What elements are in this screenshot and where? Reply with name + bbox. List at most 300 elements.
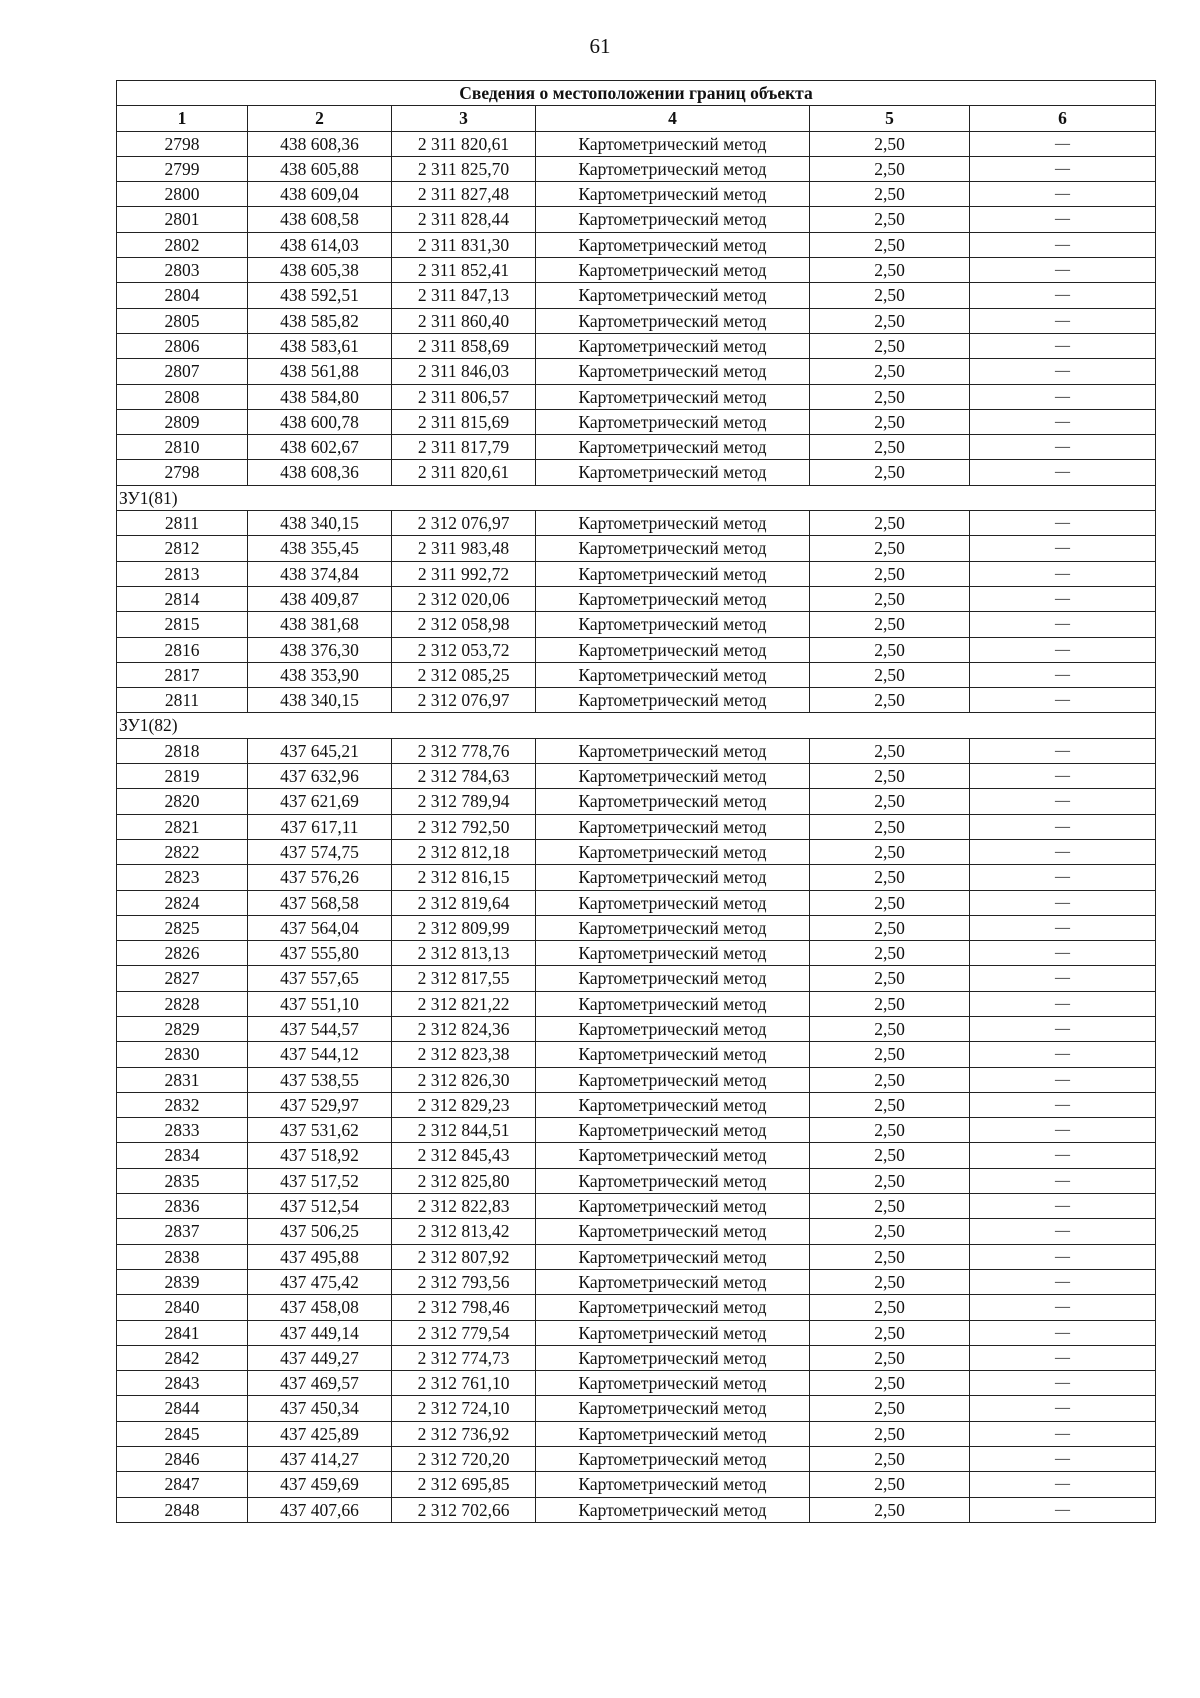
method-cell: Картометрический метод	[536, 1371, 810, 1396]
accuracy-cell: 2,50	[810, 1447, 970, 1472]
accuracy-cell: 2,50	[810, 1371, 970, 1396]
description-cell: —	[970, 789, 1156, 814]
accuracy-cell: 2,50	[810, 435, 970, 460]
method-cell: Картометрический метод	[536, 1472, 810, 1497]
table-row	[117, 232, 1156, 257]
description-cell: —	[970, 662, 1156, 687]
method-cell: Картометрический метод	[536, 536, 810, 561]
point-number-cell: 2815	[117, 612, 248, 637]
description-cell: —	[970, 435, 1156, 460]
method-cell: Картометрический метод	[536, 308, 810, 333]
table-row	[117, 586, 1156, 611]
y-coordinate-cell: 2 312 720,20	[392, 1447, 536, 1472]
y-coordinate-cell: 2 312 816,15	[392, 865, 536, 890]
point-number-cell: 2816	[117, 637, 248, 662]
accuracy-cell: 2,50	[810, 915, 970, 940]
x-coordinate-cell: 438 585,82	[248, 308, 392, 333]
method-cell: Картометрический метод	[536, 561, 810, 586]
accuracy-cell: 2,50	[810, 966, 970, 991]
accuracy-cell: 2,50	[810, 1219, 970, 1244]
table-row	[117, 688, 1156, 713]
method-cell: Картометрический метод	[536, 688, 810, 713]
method-cell: Картометрический метод	[536, 283, 810, 308]
point-number-cell: 2828	[117, 991, 248, 1016]
method-cell: Картометрический метод	[536, 1042, 810, 1067]
description-cell: —	[970, 1219, 1156, 1244]
table-row	[117, 1244, 1156, 1269]
method-cell: Картометрический метод	[536, 182, 810, 207]
accuracy-cell: 2,50	[810, 1320, 970, 1345]
accuracy-cell: 2,50	[810, 1092, 970, 1117]
table-row	[117, 460, 1156, 485]
point-number-cell: 2807	[117, 359, 248, 384]
table-row	[117, 941, 1156, 966]
method-cell: Картометрический метод	[536, 1067, 810, 1092]
point-number-cell: 2841	[117, 1320, 248, 1345]
method-cell: Картометрический метод	[536, 460, 810, 485]
table-row	[117, 662, 1156, 687]
x-coordinate-cell: 437 555,80	[248, 941, 392, 966]
accuracy-cell: 2,50	[810, 359, 970, 384]
table-row	[117, 915, 1156, 940]
table-row	[117, 283, 1156, 308]
table-row	[117, 308, 1156, 333]
point-number-cell: 2825	[117, 915, 248, 940]
description-cell: —	[970, 131, 1156, 156]
y-coordinate-cell: 2 311 820,61	[392, 131, 536, 156]
accuracy-cell: 2,50	[810, 182, 970, 207]
method-cell: Картометрический метод	[536, 991, 810, 1016]
point-number-cell: 2826	[117, 941, 248, 966]
accuracy-cell: 2,50	[810, 283, 970, 308]
point-number-cell: 2798	[117, 131, 248, 156]
point-number-cell: 2817	[117, 662, 248, 687]
y-coordinate-cell: 2 312 798,46	[392, 1295, 536, 1320]
accuracy-cell: 2,50	[810, 1396, 970, 1421]
y-coordinate-cell: 2 312 807,92	[392, 1244, 536, 1269]
group-header-row	[117, 713, 1156, 738]
y-coordinate-cell: 2 312 724,10	[392, 1396, 536, 1421]
accuracy-cell: 2,50	[810, 1472, 970, 1497]
y-coordinate-cell: 2 312 789,94	[392, 789, 536, 814]
accuracy-cell: 2,50	[810, 839, 970, 864]
accuracy-cell: 2,50	[810, 941, 970, 966]
accuracy-cell: 2,50	[810, 384, 970, 409]
description-cell: —	[970, 1168, 1156, 1193]
description-cell: —	[970, 156, 1156, 181]
accuracy-cell: 2,50	[810, 1421, 970, 1446]
method-cell: Картометрический метод	[536, 1194, 810, 1219]
accuracy-cell: 2,50	[810, 1016, 970, 1041]
accuracy-cell: 2,50	[810, 662, 970, 687]
accuracy-cell: 2,50	[810, 586, 970, 611]
description-cell: —	[970, 1371, 1156, 1396]
description-cell: —	[970, 1269, 1156, 1294]
accuracy-cell: 2,50	[810, 561, 970, 586]
point-number-cell: 2804	[117, 283, 248, 308]
method-cell: Картометрический метод	[536, 1219, 810, 1244]
x-coordinate-cell: 437 517,52	[248, 1168, 392, 1193]
description-cell: —	[970, 865, 1156, 890]
y-coordinate-cell: 2 312 736,92	[392, 1421, 536, 1446]
point-number-cell: 2814	[117, 586, 248, 611]
x-coordinate-cell: 438 583,61	[248, 333, 392, 358]
x-coordinate-cell: 437 617,11	[248, 814, 392, 839]
column-header: 6	[970, 106, 1156, 131]
x-coordinate-cell: 438 340,15	[248, 688, 392, 713]
x-coordinate-cell: 437 459,69	[248, 1472, 392, 1497]
y-coordinate-cell: 2 312 793,56	[392, 1269, 536, 1294]
x-coordinate-cell: 438 355,45	[248, 536, 392, 561]
table-row	[117, 1143, 1156, 1168]
point-number-cell: 2810	[117, 435, 248, 460]
accuracy-cell: 2,50	[810, 1269, 970, 1294]
y-coordinate-cell: 2 312 825,80	[392, 1168, 536, 1193]
description-cell: —	[970, 308, 1156, 333]
description-cell: —	[970, 283, 1156, 308]
method-cell: Картометрический метод	[536, 1118, 810, 1143]
table-caption-row	[117, 81, 1156, 106]
table-row	[117, 1472, 1156, 1497]
point-number-cell: 2812	[117, 536, 248, 561]
y-coordinate-cell: 2 311 847,13	[392, 283, 536, 308]
point-number-cell: 2813	[117, 561, 248, 586]
point-number-cell: 2835	[117, 1168, 248, 1193]
x-coordinate-cell: 438 409,87	[248, 586, 392, 611]
point-number-cell: 2843	[117, 1371, 248, 1396]
x-coordinate-cell: 438 592,51	[248, 283, 392, 308]
accuracy-cell: 2,50	[810, 409, 970, 434]
y-coordinate-cell: 2 312 774,73	[392, 1345, 536, 1370]
table-row	[117, 1092, 1156, 1117]
y-coordinate-cell: 2 311 983,48	[392, 536, 536, 561]
x-coordinate-cell: 438 605,88	[248, 156, 392, 181]
y-coordinate-cell: 2 312 823,38	[392, 1042, 536, 1067]
method-cell: Картометрический метод	[536, 511, 810, 536]
table-row	[117, 182, 1156, 207]
point-number-cell: 2806	[117, 333, 248, 358]
point-number-cell: 2839	[117, 1269, 248, 1294]
y-coordinate-cell: 2 312 695,85	[392, 1472, 536, 1497]
accuracy-cell: 2,50	[810, 991, 970, 1016]
x-coordinate-cell: 437 538,55	[248, 1067, 392, 1092]
table-row	[117, 1118, 1156, 1143]
accuracy-cell: 2,50	[810, 1067, 970, 1092]
table-row	[117, 991, 1156, 1016]
x-coordinate-cell: 437 458,08	[248, 1295, 392, 1320]
method-cell: Картометрический метод	[536, 1016, 810, 1041]
description-cell: —	[970, 258, 1156, 283]
table-row	[117, 1219, 1156, 1244]
point-number-cell: 2801	[117, 207, 248, 232]
x-coordinate-cell: 437 645,21	[248, 738, 392, 763]
group-label: ЗУ1(81)	[117, 485, 1156, 510]
point-number-cell: 2811	[117, 688, 248, 713]
table-row	[117, 1295, 1156, 1320]
y-coordinate-cell: 2 312 812,18	[392, 839, 536, 864]
description-cell: —	[970, 738, 1156, 763]
table-row	[117, 1396, 1156, 1421]
boundary-coordinates-table	[116, 80, 1156, 1523]
point-number-cell: 2829	[117, 1016, 248, 1041]
x-coordinate-cell: 437 518,92	[248, 1143, 392, 1168]
y-coordinate-cell: 2 312 829,23	[392, 1092, 536, 1117]
x-coordinate-cell: 438 353,90	[248, 662, 392, 687]
point-number-cell: 2845	[117, 1421, 248, 1446]
x-coordinate-cell: 437 512,54	[248, 1194, 392, 1219]
accuracy-cell: 2,50	[810, 1042, 970, 1067]
y-coordinate-cell: 2 312 076,97	[392, 511, 536, 536]
y-coordinate-cell: 2 312 813,42	[392, 1219, 536, 1244]
method-cell: Картометрический метод	[536, 1447, 810, 1472]
y-coordinate-cell: 2 311 860,40	[392, 308, 536, 333]
description-cell: —	[970, 1345, 1156, 1370]
method-cell: Картометрический метод	[536, 1497, 810, 1522]
x-coordinate-cell: 438 605,38	[248, 258, 392, 283]
y-coordinate-cell: 2 312 824,36	[392, 1016, 536, 1041]
y-coordinate-cell: 2 311 806,57	[392, 384, 536, 409]
y-coordinate-cell: 2 312 826,30	[392, 1067, 536, 1092]
description-cell: —	[970, 612, 1156, 637]
y-coordinate-cell: 2 311 992,72	[392, 561, 536, 586]
y-coordinate-cell: 2 312 020,06	[392, 586, 536, 611]
x-coordinate-cell: 438 608,36	[248, 460, 392, 485]
method-cell: Картометрический метод	[536, 384, 810, 409]
table-row	[117, 561, 1156, 586]
x-coordinate-cell: 437 475,42	[248, 1269, 392, 1294]
description-cell: —	[970, 991, 1156, 1016]
point-number-cell: 2831	[117, 1067, 248, 1092]
accuracy-cell: 2,50	[810, 738, 970, 763]
description-cell: —	[970, 409, 1156, 434]
y-coordinate-cell: 2 312 053,72	[392, 637, 536, 662]
x-coordinate-cell: 437 449,14	[248, 1320, 392, 1345]
description-cell: —	[970, 333, 1156, 358]
table-row	[117, 131, 1156, 156]
table-row	[117, 156, 1156, 181]
x-coordinate-cell: 437 450,34	[248, 1396, 392, 1421]
x-coordinate-cell: 437 531,62	[248, 1118, 392, 1143]
accuracy-cell: 2,50	[810, 1244, 970, 1269]
table-row	[117, 1042, 1156, 1067]
method-cell: Картометрический метод	[536, 1244, 810, 1269]
accuracy-cell: 2,50	[810, 131, 970, 156]
accuracy-cell: 2,50	[810, 207, 970, 232]
y-coordinate-cell: 2 312 784,63	[392, 764, 536, 789]
table-row	[117, 1497, 1156, 1522]
table-row	[117, 258, 1156, 283]
method-cell: Картометрический метод	[536, 359, 810, 384]
point-number-cell: 2809	[117, 409, 248, 434]
description-cell: —	[970, 207, 1156, 232]
table-row	[117, 1269, 1156, 1294]
x-coordinate-cell: 437 621,69	[248, 789, 392, 814]
accuracy-cell: 2,50	[810, 865, 970, 890]
y-coordinate-cell: 2 312 809,99	[392, 915, 536, 940]
accuracy-cell: 2,50	[810, 1345, 970, 1370]
y-coordinate-cell: 2 312 792,50	[392, 814, 536, 839]
method-cell: Картометрический метод	[536, 156, 810, 181]
y-coordinate-cell: 2 312 761,10	[392, 1371, 536, 1396]
x-coordinate-cell: 438 608,36	[248, 131, 392, 156]
method-cell: Картометрический метод	[536, 1269, 810, 1294]
accuracy-cell: 2,50	[810, 1295, 970, 1320]
description-cell: —	[970, 511, 1156, 536]
point-number-cell: 2844	[117, 1396, 248, 1421]
description-cell: —	[970, 688, 1156, 713]
x-coordinate-cell: 437 632,96	[248, 764, 392, 789]
y-coordinate-cell: 2 312 779,54	[392, 1320, 536, 1345]
table-row	[117, 409, 1156, 434]
point-number-cell: 2842	[117, 1345, 248, 1370]
x-coordinate-cell: 437 551,10	[248, 991, 392, 1016]
x-coordinate-cell: 437 529,97	[248, 1092, 392, 1117]
method-cell: Картометрический метод	[536, 207, 810, 232]
table-row	[117, 890, 1156, 915]
point-number-cell: 2848	[117, 1497, 248, 1522]
table-row	[117, 865, 1156, 890]
table-row	[117, 966, 1156, 991]
table-row	[117, 1016, 1156, 1041]
point-number-cell: 2798	[117, 460, 248, 485]
method-cell: Картометрический метод	[536, 814, 810, 839]
point-number-cell: 2840	[117, 1295, 248, 1320]
accuracy-cell: 2,50	[810, 156, 970, 181]
point-number-cell: 2838	[117, 1244, 248, 1269]
table-row	[117, 333, 1156, 358]
description-cell: —	[970, 1118, 1156, 1143]
point-number-cell: 2802	[117, 232, 248, 257]
accuracy-cell: 2,50	[810, 460, 970, 485]
point-number-cell: 2818	[117, 738, 248, 763]
point-number-cell: 2824	[117, 890, 248, 915]
description-cell: —	[970, 839, 1156, 864]
table-header-row	[117, 106, 1156, 131]
table-row	[117, 1345, 1156, 1370]
x-coordinate-cell: 438 374,84	[248, 561, 392, 586]
method-cell: Картометрический метод	[536, 333, 810, 358]
column-header: 1	[117, 106, 248, 131]
description-cell: —	[970, 1194, 1156, 1219]
accuracy-cell: 2,50	[810, 258, 970, 283]
y-coordinate-cell: 2 312 085,25	[392, 662, 536, 687]
description-cell: —	[970, 1042, 1156, 1067]
y-coordinate-cell: 2 312 778,76	[392, 738, 536, 763]
x-coordinate-cell: 438 381,68	[248, 612, 392, 637]
accuracy-cell: 2,50	[810, 1118, 970, 1143]
method-cell: Картометрический метод	[536, 1320, 810, 1345]
point-number-cell: 2808	[117, 384, 248, 409]
description-cell: —	[970, 941, 1156, 966]
accuracy-cell: 2,50	[810, 308, 970, 333]
point-number-cell: 2805	[117, 308, 248, 333]
method-cell: Картометрический метод	[536, 131, 810, 156]
description-cell: —	[970, 764, 1156, 789]
method-cell: Картометрический метод	[536, 865, 810, 890]
accuracy-cell: 2,50	[810, 333, 970, 358]
point-number-cell: 2811	[117, 511, 248, 536]
method-cell: Картометрический метод	[536, 662, 810, 687]
description-cell: —	[970, 1497, 1156, 1522]
description-cell: —	[970, 359, 1156, 384]
point-number-cell: 2822	[117, 839, 248, 864]
x-coordinate-cell: 438 614,03	[248, 232, 392, 257]
table-row	[117, 511, 1156, 536]
description-cell: —	[970, 182, 1156, 207]
y-coordinate-cell: 2 311 820,61	[392, 460, 536, 485]
point-number-cell: 2820	[117, 789, 248, 814]
description-cell: —	[970, 1421, 1156, 1446]
method-cell: Картометрический метод	[536, 890, 810, 915]
column-header: 4	[536, 106, 810, 131]
method-cell: Картометрический метод	[536, 586, 810, 611]
point-number-cell: 2823	[117, 865, 248, 890]
accuracy-cell: 2,50	[810, 511, 970, 536]
accuracy-cell: 2,50	[810, 764, 970, 789]
description-cell: —	[970, 890, 1156, 915]
point-number-cell: 2837	[117, 1219, 248, 1244]
table-body	[117, 131, 1156, 1522]
method-cell: Картометрический метод	[536, 637, 810, 662]
x-coordinate-cell: 438 602,67	[248, 435, 392, 460]
accuracy-cell: 2,50	[810, 890, 970, 915]
accuracy-cell: 2,50	[810, 1143, 970, 1168]
table-row	[117, 1067, 1156, 1092]
point-number-cell: 2847	[117, 1472, 248, 1497]
description-cell: —	[970, 1067, 1156, 1092]
method-cell: Картометрический метод	[536, 1396, 810, 1421]
point-number-cell: 2821	[117, 814, 248, 839]
y-coordinate-cell: 2 311 825,70	[392, 156, 536, 181]
method-cell: Картометрический метод	[536, 941, 810, 966]
table-row	[117, 1168, 1156, 1193]
method-cell: Картометрический метод	[536, 258, 810, 283]
description-cell: —	[970, 561, 1156, 586]
description-cell: —	[970, 460, 1156, 485]
table-row	[117, 1194, 1156, 1219]
table-row	[117, 612, 1156, 637]
column-header: 2	[248, 106, 392, 131]
x-coordinate-cell: 438 608,58	[248, 207, 392, 232]
column-header: 5	[810, 106, 970, 131]
point-number-cell: 2827	[117, 966, 248, 991]
x-coordinate-cell: 437 414,27	[248, 1447, 392, 1472]
y-coordinate-cell: 2 312 058,98	[392, 612, 536, 637]
x-coordinate-cell: 438 584,80	[248, 384, 392, 409]
method-cell: Картометрический метод	[536, 435, 810, 460]
accuracy-cell: 2,50	[810, 232, 970, 257]
method-cell: Картометрический метод	[536, 789, 810, 814]
description-cell: —	[970, 536, 1156, 561]
table-row	[117, 814, 1156, 839]
x-coordinate-cell: 437 495,88	[248, 1244, 392, 1269]
method-cell: Картометрический метод	[536, 232, 810, 257]
method-cell: Картометрический метод	[536, 1168, 810, 1193]
method-cell: Картометрический метод	[536, 764, 810, 789]
point-number-cell: 2819	[117, 764, 248, 789]
x-coordinate-cell: 437 544,57	[248, 1016, 392, 1041]
point-number-cell: 2799	[117, 156, 248, 181]
table-row	[117, 1421, 1156, 1446]
x-coordinate-cell: 437 557,65	[248, 966, 392, 991]
group-header-row	[117, 485, 1156, 510]
table-caption: Сведения о местоположении границ объекта	[117, 81, 1156, 106]
accuracy-cell: 2,50	[810, 814, 970, 839]
point-number-cell: 2830	[117, 1042, 248, 1067]
accuracy-cell: 2,50	[810, 1497, 970, 1522]
description-cell: —	[970, 1143, 1156, 1168]
y-coordinate-cell: 2 312 702,66	[392, 1497, 536, 1522]
